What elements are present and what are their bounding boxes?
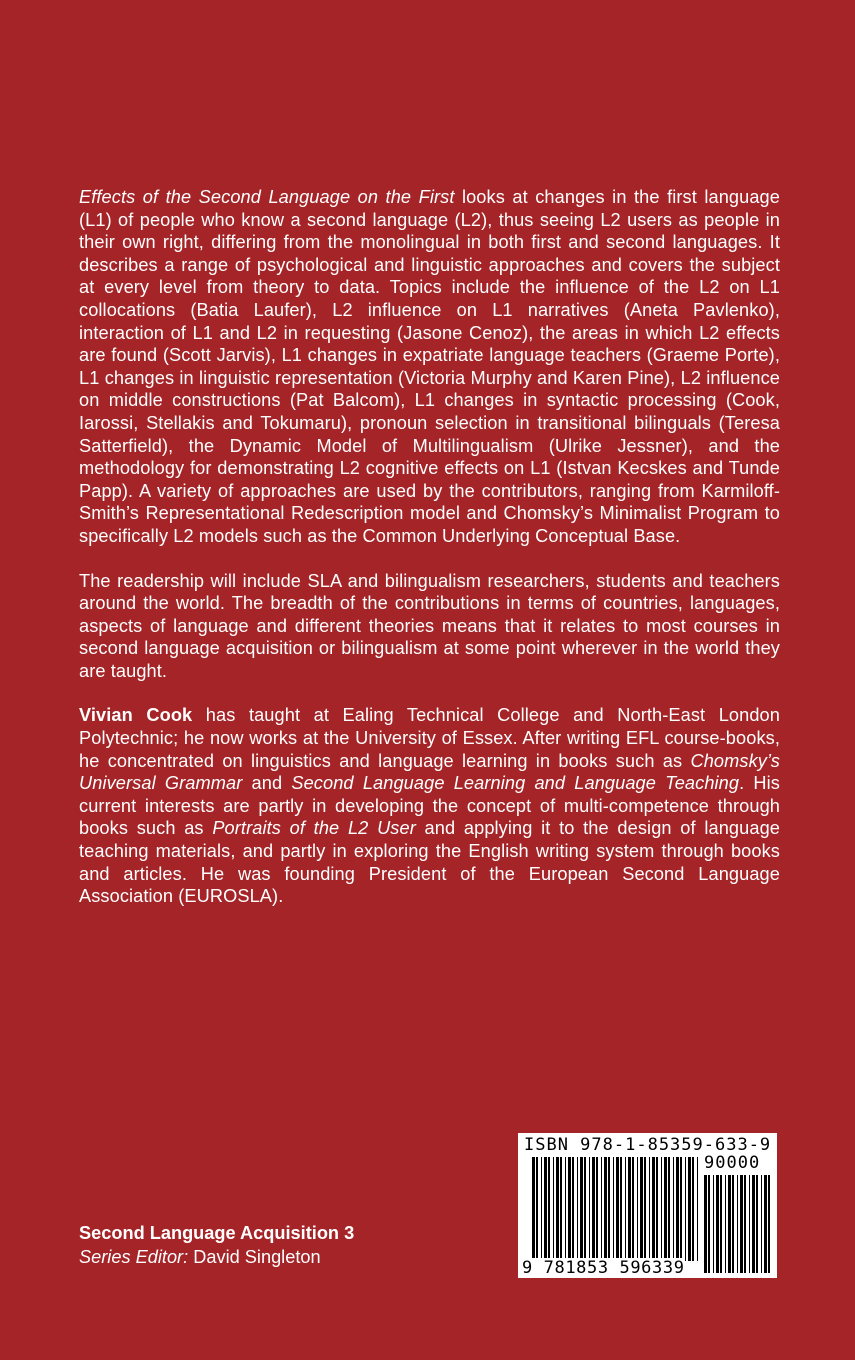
readership-paragraph: The readership will include SLA and bilingualism researchers, students and teachers around the world. The breadth of the contributions in terms of countries, languages, aspects of language and different theories means that it relates to most courses in second language acquisition or bilingualism at some point wherever in the world they are taught.	[79, 570, 780, 681]
author-bio-paragraph: Vivian Cook has taught at Ealing Technical College and North-East London Polytechnic; he now works at the University of Essex. After writing EFL course-books, he concentrated on linguistics and language learning in books such as Chomsky’s Universal Grammar and Second Language Learning and Language Teaching. His current interests are partly in developing the concept of multi-competence through books such as Portraits of the L2 User and applying it to the design of language teaching materials, and partly in exploring the English writing system through books and articles. He was founding President of the European Second Language Association (EUROSLA).	[79, 705, 781, 907]
series-editor-name: David Singleton	[188, 1247, 321, 1267]
series-info	[79, 1221, 354, 1269]
series-title: Second Language Acquisition 3	[79, 1223, 355, 1243]
isbn-barcode	[518, 1133, 777, 1278]
book-reference: Portraits of the L2 User	[212, 818, 416, 839]
description-paragraph: Effects of the Second Language on the First looks at changes in the first language (L1) of people who know a second language (L2), thus seeing L2 users as people in their own right, differing from the monolingual in both first and second languages. It describes a range of psychological and linguistic approaches and covers the subject at every level from theory to data. Topics include the influence of the L2 on L1 collocations (Batia Laufer), L2 influence on L1 narratives (Aneta Pavlenko), interaction of L1 and L2 in requesting (Jasone Cenoz), the areas in which L2 effects are found (Scott Jarvis), L1 changes in expatriate language teachers (Graeme Porte), L1 changes in linguistic representation (Victoria Murphy and Karen Pine), L2 influence on middle constructions (Pat Balcom), L1 changes in syntactic processing (Cook, Iarossi, Stellakis and Tokumaru), pronoun selection in transitional bilinguals (Teresa Satterfield), the Dynamic Model of Multilingualism (Ulrike Jessner), and the methodology for demonstrating L2 cognitive effects on L1 (Istvan Kecskes and Tunde Papp). A variety of approaches are used by the contributors, ranging from Karmiloff-Smith’s Representational Redescription model and Chomsky’s Minimalist Program to specifically L2 models such as the Common Underlying Conceptual Base.	[79, 187, 780, 546]
back-cover-blurb	[79, 186, 780, 930]
book-reference: Chomsky’s Universal Grammar	[79, 750, 780, 794]
barcode-bars	[518, 1133, 777, 1278]
ean-number: 9 781853 596339	[522, 1258, 685, 1278]
series-editor	[79, 1247, 321, 1267]
series-editor-label: Series Editor:	[79, 1247, 189, 1267]
book-title: Effects of the Second Language on the First	[79, 187, 455, 207]
author-name: Vivian Cook	[79, 705, 193, 726]
price-addon-number: 90000	[704, 1153, 761, 1173]
book-reference: Second Language Learning and Language Teaching	[291, 773, 740, 794]
isbn-number: ISBN 978-1-85359-633-9	[524, 1135, 772, 1155]
